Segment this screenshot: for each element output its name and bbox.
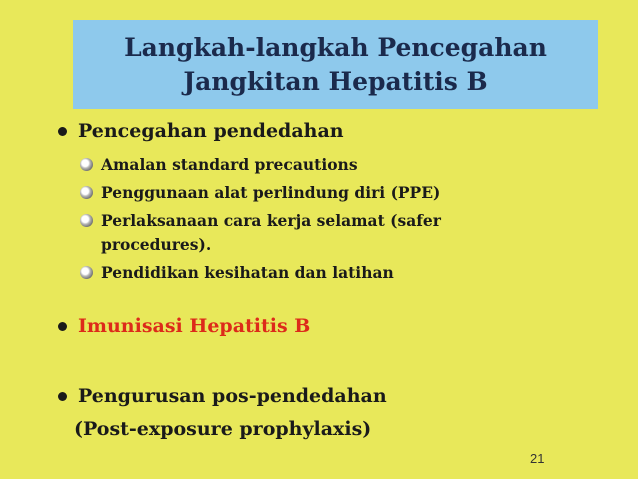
subitem-label: Pendidikan kesihatan dan latihan: [101, 263, 394, 282]
bullet-dot-icon: [58, 392, 67, 401]
sphere-bullet-icon: [80, 266, 93, 279]
bullet-dot-icon: [58, 127, 67, 136]
sphere-bullet-icon: [80, 214, 93, 227]
sphere-bullet-icon: [80, 186, 93, 199]
bullet-item-pengurusan: [58, 385, 387, 407]
slide-title-line-1: Langkah-langkah Pencegahan: [124, 32, 547, 62]
bullet-item-pencegahan: [58, 120, 344, 142]
bullet-label: Pencegahan pendedahan: [78, 120, 344, 142]
page-number: 21: [530, 451, 545, 466]
bullet-item-pengurusan-continued: (Post-exposure prophylaxis): [74, 418, 372, 440]
subitem-safer-procedures-continued: procedures).: [101, 235, 212, 254]
bullet-label: Pengurusan pos-pendedahan: [78, 385, 387, 407]
subitem-label: Perlaksanaan cara kerja selamat (safer: [101, 211, 441, 230]
bullet-dot-icon: [58, 322, 67, 331]
subitem-pendidikan: [80, 263, 394, 282]
bullet-label: Imunisasi Hepatitis B: [78, 315, 311, 337]
subitem-safer-procedures: [80, 211, 441, 230]
subitem-standard-precautions: [80, 155, 358, 174]
slide-title-line-2: Jangkitan Hepatitis B: [183, 66, 488, 96]
sphere-bullet-icon: [80, 158, 93, 171]
bullet-item-imunisasi: [58, 315, 310, 337]
subitem-label: Penggunaan alat perlindung diri (PPE): [101, 183, 441, 202]
subitem-label: Amalan standard precautions: [101, 155, 358, 174]
subitem-ppe: [80, 183, 440, 202]
